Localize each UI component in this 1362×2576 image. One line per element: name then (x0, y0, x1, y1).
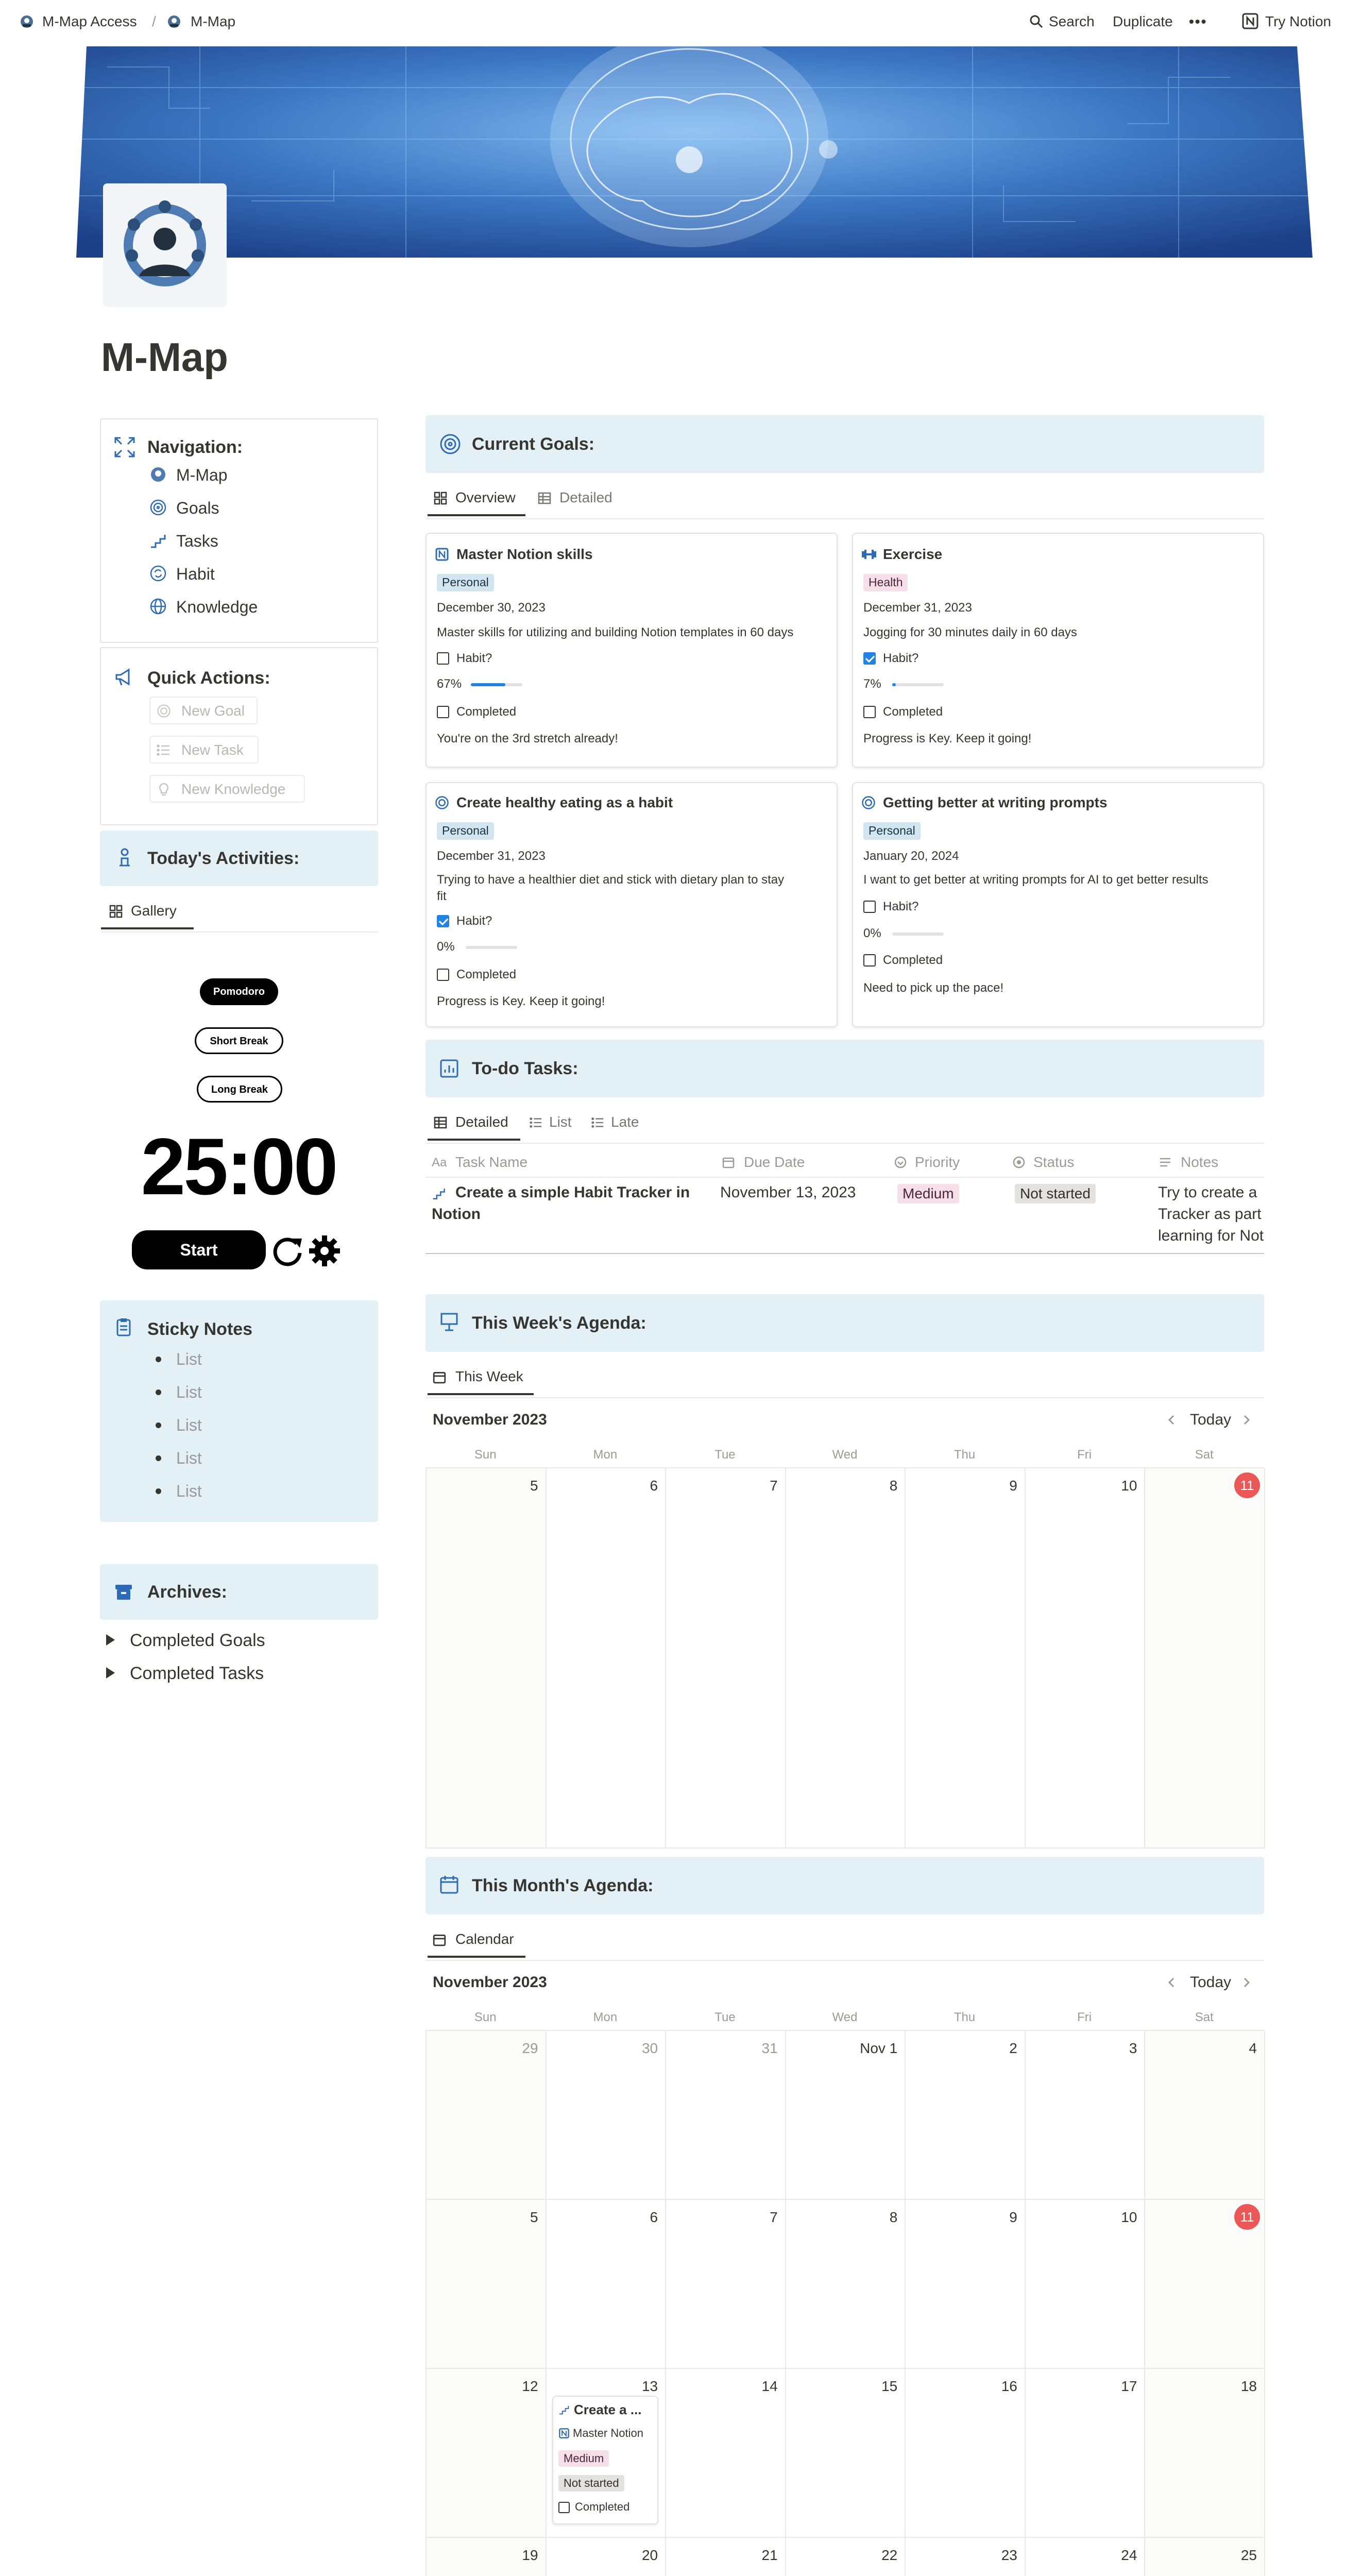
sticky-notes-title: Sticky Notes (147, 1319, 253, 1339)
goal-card[interactable] (425, 782, 838, 1027)
habit-checkbox[interactable] (863, 652, 876, 665)
week-agenda-title: This Week's Agenda: (472, 1313, 646, 1333)
sticky-note-item[interactable]: List (176, 1383, 202, 1401)
calendar-day-cell[interactable] (666, 2538, 786, 2576)
calendar-day-number: 29 (522, 2040, 538, 2056)
sticky-note-item[interactable]: List (176, 1449, 202, 1467)
more-options-button[interactable]: ••• (1189, 13, 1207, 29)
tab-detailed[interactable]: Detailed (455, 1114, 508, 1130)
column-header-task-name[interactable]: Task Name (455, 1154, 528, 1170)
sticky-note-item[interactable]: List (176, 1416, 202, 1434)
calendar-day-cell[interactable] (906, 2200, 1026, 2369)
goal-description: Trying to have a healthier diet and stick with dietary plan to stay (437, 873, 785, 887)
progress-fill (892, 683, 896, 686)
goal-card[interactable] (852, 533, 1264, 768)
calendar-day-cell[interactable] (1026, 2200, 1146, 2369)
nav-item-goals[interactable]: Goals (176, 499, 219, 517)
calendar-icon (439, 1874, 459, 1895)
archive-completed-goals[interactable]: Completed Goals (130, 1631, 265, 1650)
calendar-day-cell[interactable] (547, 2200, 667, 2369)
toggle-triangle-icon[interactable] (106, 1634, 115, 1646)
calendar-day-number: 4 (1249, 2040, 1257, 2056)
stairs-icon (149, 532, 167, 549)
nav-item-tasks[interactable]: Tasks (176, 532, 218, 550)
calendar-icon (722, 1156, 735, 1168)
calendar-day-cell[interactable] (547, 2031, 667, 2200)
column-header-priority[interactable]: Priority (915, 1154, 960, 1170)
goal-title: Create healthy eating as a habit (456, 794, 673, 810)
target-icon (435, 795, 449, 810)
task-name-cont[interactable]: Notion (432, 1206, 481, 1223)
goal-date: January 20, 2024 (863, 849, 959, 863)
brain-icon (149, 466, 167, 483)
tab-gallery-underline (101, 927, 194, 929)
goal-description-cont: fit (437, 889, 447, 903)
calendar-day-cell[interactable] (1145, 2031, 1265, 2200)
weekday-label: Mon (593, 2010, 618, 2024)
goal-description: I want to get better at writing prompts for AI to get better results (863, 873, 1208, 887)
calendar-day-number: 22 (881, 2547, 898, 2563)
calendar-day-cell[interactable] (1145, 2200, 1265, 2369)
current-goals-title: Current Goals: (472, 434, 595, 454)
pomodoro-button[interactable]: Pomodoro (200, 978, 278, 1005)
task-due-date: November 13, 2023 (720, 1184, 856, 1201)
habit-checkbox[interactable] (863, 901, 876, 913)
gallery-icon (434, 492, 447, 505)
new-knowledge-label: New Knowledge (181, 781, 286, 797)
calendar-day-number: 9 (1009, 2209, 1017, 2225)
progress-fill (471, 683, 505, 686)
select-icon (894, 1156, 907, 1168)
task-name[interactable]: Create a simple Habit Tracker in (455, 1184, 690, 1201)
table-icon (538, 492, 551, 505)
goal-title: Exercise (883, 546, 943, 562)
new-goal-label: New Goal (181, 703, 245, 719)
archive-completed-tasks[interactable]: Completed Tasks (130, 1664, 264, 1683)
completed-checkbox[interactable] (558, 2502, 570, 2513)
calendar-day-cell[interactable] (786, 2200, 906, 2369)
calendar-day-cell[interactable] (906, 2538, 1026, 2576)
divider (425, 1253, 1264, 1254)
divider (101, 931, 378, 933)
tab-list[interactable]: List (549, 1114, 572, 1130)
page-emblem[interactable] (103, 183, 227, 307)
nav-item-habit[interactable]: Habit (176, 565, 215, 583)
chevron-right-icon[interactable] (1241, 1414, 1252, 1426)
presentation-icon (439, 1312, 459, 1332)
tab-calendar[interactable]: Calendar (455, 1931, 514, 1947)
goal-title: Master Notion skills (456, 546, 593, 562)
priority-tag: Medium (897, 1184, 959, 1204)
calendar-day-number: 17 (1121, 2378, 1137, 2394)
megaphone-icon (113, 666, 136, 688)
brain-gear-icon (103, 183, 227, 307)
tab-gallery[interactable]: Gallery (131, 903, 177, 919)
page-title: M-Map (101, 334, 228, 380)
weekday-label: Sun (474, 2010, 497, 2024)
habit-label: Habit? (883, 651, 919, 665)
calendar-day-number: 25 (1240, 2547, 1257, 2563)
completed-label: Completed (575, 2500, 630, 2513)
table-icon (434, 1116, 447, 1129)
repeat-icon (149, 565, 167, 582)
calendar-day-cell[interactable] (1026, 2369, 1146, 2538)
tab-detailed-underline (428, 1139, 520, 1141)
calendar-day-number: 8 (889, 1478, 898, 1494)
long-break-button[interactable]: Long Break (197, 1076, 282, 1103)
calendar-day-cell[interactable] (427, 2031, 547, 2200)
goal-description: Master skills for utilizing and building Notion templates in 60 days (437, 625, 794, 639)
calendar-day-cell[interactable] (1026, 1468, 1146, 1849)
nav-item-m-map[interactable]: M-Map (176, 466, 228, 484)
notion-logo-icon (435, 547, 449, 562)
progress-bar (892, 683, 944, 686)
calendar-day-cell[interactable] (786, 2538, 906, 2576)
weekday-label: Sat (1195, 2010, 1214, 2024)
sticky-note-item[interactable]: List (176, 1482, 202, 1500)
habit-label: Habit? (883, 900, 919, 913)
chevron-left-icon[interactable] (1166, 1976, 1177, 1989)
calendar-day-number: 21 (761, 2547, 778, 2563)
calendar-icon (433, 1370, 446, 1384)
completed-checkbox[interactable] (437, 969, 449, 981)
text-lines-icon (1159, 1156, 1171, 1168)
weekday-label: Tue (714, 2010, 736, 2024)
target-icon (861, 795, 876, 810)
calendar-day-number: 23 (1001, 2547, 1017, 2563)
calendar-day-number: 30 (641, 2040, 658, 2056)
today-button[interactable]: Today (1190, 1974, 1232, 1991)
new-task-label: New Task (181, 742, 244, 758)
weekday-label: Sun (474, 1448, 497, 1462)
text-type-icon: Aa (432, 1156, 447, 1170)
target-icon (439, 433, 462, 455)
completed-label: Completed (883, 953, 943, 967)
breadcrumb-separator: / (152, 13, 156, 29)
dumbbell-icon (861, 548, 877, 561)
weekday-label: Mon (593, 1448, 618, 1462)
completed-checkbox[interactable] (863, 954, 876, 967)
calendar-day-cell[interactable] (1026, 2538, 1146, 2576)
completed-label: Completed (456, 968, 517, 981)
notion-logo-icon (558, 2428, 570, 2439)
goal-date: December 31, 2023 (863, 601, 972, 615)
toggle-triangle-icon[interactable] (106, 1667, 115, 1679)
progress-bar (471, 683, 522, 686)
weekday-label: Fri (1077, 1448, 1092, 1462)
calendar-day-number: Nov 1 (860, 2040, 898, 2056)
completed-label: Completed (883, 705, 943, 719)
archives-title: Archives: (147, 1582, 227, 1602)
archive-box-icon (113, 1582, 134, 1602)
today-badge: 11 (1234, 2204, 1260, 2230)
completed-label: Completed (456, 705, 517, 719)
search-button[interactable]: Search (1049, 13, 1095, 29)
calendar-day-cell[interactable] (906, 1468, 1026, 1849)
breadcrumb-page[interactable]: M-Map (191, 13, 236, 29)
week-calendar-grid (425, 1467, 1264, 1849)
habit-checkbox[interactable] (437, 652, 449, 665)
breadcrumb-workspace[interactable]: M-Map Access (42, 13, 137, 29)
calendar-day-number: 10 (1121, 2209, 1137, 2225)
calendar-day-number: 13 (641, 2378, 658, 2394)
calendar-day-number: 18 (1240, 2378, 1257, 2394)
weekday-label: Wed (832, 2010, 858, 2024)
column-header-due-date[interactable]: Due Date (744, 1154, 805, 1170)
cover-image (45, 46, 1337, 258)
navigation-title: Navigation: (147, 437, 243, 457)
progress-label: 67% (437, 677, 462, 691)
target-icon (157, 704, 171, 718)
calendar-day-number: 7 (770, 2209, 778, 2225)
weekday-label: Wed (832, 1448, 858, 1462)
tab-this-week[interactable]: This Week (455, 1368, 523, 1384)
globe-icon (149, 598, 167, 615)
stairs-icon (558, 2404, 570, 2415)
habit-checkbox[interactable] (437, 915, 449, 927)
page-icon (167, 14, 181, 29)
calendar-day-cell[interactable] (666, 2200, 786, 2369)
weekday-label: Sat (1195, 1448, 1214, 1462)
column-header-notes[interactable]: Notes (1181, 1154, 1219, 1170)
calendar-day-cell[interactable] (666, 2031, 786, 2200)
calendar-day-number: 31 (761, 2040, 778, 2056)
completed-checkbox[interactable] (437, 706, 449, 718)
tab-detailed[interactable]: Detailed (559, 489, 612, 505)
task-notes-line: learning for Not (1158, 1227, 1264, 1244)
category-tag: Personal (437, 822, 494, 840)
goal-description: Jogging for 30 minutes daily in 60 days (863, 625, 1077, 639)
calendar-day-cell[interactable] (1145, 2369, 1265, 2538)
category-tag: Personal (437, 574, 494, 591)
calendar-day-cell[interactable] (1145, 2538, 1265, 2576)
tab-late[interactable]: Late (611, 1114, 639, 1130)
archives-header (100, 1564, 378, 1620)
calendar-day-number: 7 (770, 1478, 778, 1494)
short-break-button[interactable]: Short Break (195, 1027, 283, 1054)
status-icon (1013, 1156, 1025, 1168)
progress-bar (466, 946, 517, 949)
settings-gear-icon[interactable] (308, 1234, 341, 1267)
todo-tasks-title: To-do Tasks: (472, 1059, 578, 1078)
task-notes-line: Try to create a (1158, 1184, 1257, 1201)
clipboard-icon (113, 1317, 134, 1337)
list-icon (157, 743, 171, 757)
today-button[interactable]: Today (1190, 1411, 1232, 1428)
expand-arrows-icon (113, 436, 136, 459)
chevron-left-icon[interactable] (1166, 1414, 1177, 1426)
goal-date: December 30, 2023 (437, 601, 546, 615)
goal-note: Progress is Key. Keep it going! (863, 732, 1032, 745)
completed-checkbox[interactable] (863, 706, 876, 718)
task-notes-line: Tracker as part (1158, 1206, 1262, 1223)
goal-date: December 31, 2023 (437, 849, 546, 863)
weekday-label: Thu (954, 2010, 976, 2024)
calendar-day-number: 5 (530, 1478, 538, 1494)
gallery-icon (109, 905, 123, 918)
divider (425, 1960, 1264, 1961)
timer-display: 25:00 (141, 1122, 336, 1212)
weekday-label: Tue (714, 1448, 736, 1462)
calendar-day-number: 10 (1121, 1478, 1137, 1494)
habit-label: Habit? (456, 914, 492, 928)
calendar-day-number: 2 (1009, 2040, 1017, 2056)
calendar-day-cell[interactable] (906, 2031, 1026, 2200)
workspace-icon (20, 14, 34, 29)
calendar-day-number: 24 (1121, 2547, 1137, 2563)
divider (425, 1143, 1264, 1144)
calendar-day-cell[interactable] (427, 2538, 547, 2576)
calendar-day-cell[interactable] (547, 2538, 667, 2576)
search-icon[interactable] (1029, 14, 1044, 29)
calendar-day-number: 20 (641, 2547, 658, 2563)
priority-tag: Medium (558, 2450, 609, 2467)
progress-bar (892, 933, 944, 936)
divider (425, 1397, 1264, 1398)
goal-note: Need to pick up the pace! (863, 981, 1004, 995)
calendar-day-number: 9 (1009, 1478, 1017, 1494)
calendar-icon (433, 1933, 446, 1946)
calendar-day-cell[interactable] (1145, 1468, 1265, 1849)
goal-note: Progress is Key. Keep it going! (437, 994, 605, 1008)
calendar-day-number: 19 (522, 2547, 538, 2563)
calendar-day-cell[interactable] (666, 2369, 786, 2538)
habit-label: Habit? (456, 651, 492, 665)
calendar-day-cell[interactable] (1026, 2031, 1146, 2200)
category-tag: Health (863, 574, 908, 591)
todays-activities-title: Today's Activities: (147, 849, 300, 868)
calendar-day-cell[interactable] (547, 1468, 667, 1849)
list-icon (530, 1116, 543, 1129)
progress-label: 0% (863, 926, 881, 940)
calendar-day-cell[interactable] (427, 2369, 547, 2538)
goal-note: You're on the 3rd stretch already! (437, 732, 618, 745)
weekday-label: Fri (1077, 2010, 1092, 2024)
calendar-day-number: 6 (650, 1478, 658, 1494)
calendar-day-number: 14 (761, 2378, 778, 2394)
sticky-note-item[interactable]: List (176, 1350, 202, 1368)
notion-logo-icon (1241, 12, 1259, 30)
calendar-day-number: 16 (1001, 2378, 1017, 2394)
tab-overview-underline (428, 514, 525, 516)
column-header-status[interactable]: Status (1033, 1154, 1075, 1170)
reset-icon[interactable] (270, 1232, 305, 1267)
calendar-day-cell[interactable] (427, 1468, 547, 1849)
nav-item-knowledge[interactable]: Knowledge (176, 598, 258, 616)
calendar-day-number: 5 (530, 2209, 538, 2225)
today-badge: 11 (1234, 1472, 1260, 1498)
quick-actions-title: Quick Actions: (147, 668, 270, 688)
goal-card[interactable] (425, 533, 838, 768)
calendar-day-number: 3 (1129, 2040, 1137, 2056)
calendar-month-label: November 2023 (433, 1411, 547, 1428)
target-icon (149, 499, 167, 516)
tab-calendar-underline (428, 1956, 525, 1958)
goal-title: Getting better at writing prompts (883, 794, 1108, 810)
calendar-day-number: 12 (522, 2378, 538, 2394)
category-tag: Personal (863, 822, 921, 840)
try-notion-button[interactable]: Try Notion (1265, 13, 1332, 29)
divider (425, 518, 1264, 519)
chart-board-icon (439, 1058, 459, 1079)
calendar-day-number: 6 (650, 2209, 658, 2225)
tab-overview[interactable]: Overview (455, 489, 516, 505)
calendar-month-label: November 2023 (433, 1974, 547, 1991)
chevron-right-icon[interactable] (1241, 1976, 1252, 1989)
event-goal: Master Notion (573, 2427, 643, 2439)
month-calendar-grid (425, 2030, 1264, 2576)
calendar-day-cell[interactable] (906, 2369, 1026, 2538)
calendar-day-number: 15 (881, 2378, 898, 2394)
calendar-day-cell[interactable] (666, 1468, 786, 1849)
weekday-label: Thu (954, 1448, 976, 1462)
calendar-day-cell[interactable] (786, 2031, 906, 2200)
calendar-day-cell[interactable] (427, 2200, 547, 2369)
calendar-day-cell[interactable] (786, 2369, 906, 2538)
lightbulb-icon (157, 782, 171, 796)
calendar-event-card[interactable] (552, 2396, 658, 2524)
progress-label: 7% (863, 677, 881, 691)
person-podium-icon (114, 847, 135, 868)
calendar-day-cell[interactable] (786, 1468, 906, 1849)
status-tag: Not started (558, 2475, 624, 2492)
event-title: Create a ... (574, 2402, 642, 2417)
topbar (0, 0, 1362, 45)
tab-this-week-underline (428, 1393, 534, 1395)
task-notes (1158, 1182, 1264, 1249)
calendar-day-number: 8 (889, 2209, 898, 2225)
goal-card[interactable] (852, 782, 1264, 1027)
month-agenda-title: This Month's Agenda: (472, 1876, 654, 1895)
stairs-icon (432, 1186, 446, 1200)
duplicate-button[interactable]: Duplicate (1113, 13, 1173, 29)
status-tag: Not started (1015, 1184, 1096, 1204)
start-button[interactable]: Start (132, 1230, 266, 1269)
list-icon (591, 1116, 605, 1129)
progress-label: 0% (437, 940, 455, 954)
